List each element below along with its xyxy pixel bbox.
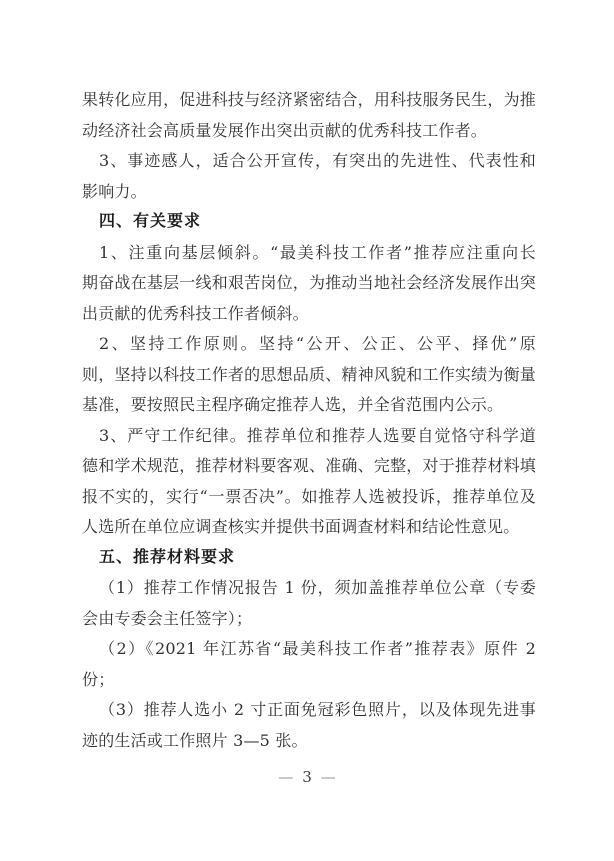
document-line: 出贡献的优秀科技工作者倾斜。 — [82, 303, 309, 323]
document-line: 会由专委会主任签字）； — [82, 608, 253, 628]
document-body — [82, 85, 536, 756]
document-line: 3、严守工作纪律。推荐单位和推荐人选要自觉恪守科学道 — [99, 425, 536, 445]
document-line: （1）推荐工作情况报告 1 份，须加盖推荐单位公章（专委 — [99, 578, 536, 597]
document-line: 影响力。 — [82, 181, 147, 201]
document-line: 动经济社会高质量发展作出突出贡献的优秀科技工作者。 — [82, 120, 488, 140]
section-heading: 五、推荐材料要求 — [99, 548, 236, 566]
document-line: 基准，要按照民主程序确定推荐人选，并全省范围内公示。 — [82, 395, 504, 414]
document-line: 份； — [82, 669, 115, 689]
document-line: 1、注重向基层倾斜。“最美科技工作者”推荐应注重向长 — [99, 242, 536, 262]
document-line: 3、事迹感人，适合公开宣传，有突出的先进性、代表性和 — [99, 151, 536, 170]
document-line: 迹的生活或工作照片 3—5 张。 — [82, 730, 308, 750]
document-line: （2）《2021 年江苏省“最美科技工作者”推荐表》原件 2 — [99, 639, 536, 658]
document-line: 人选所在单位应调查核实并提供书面调查材料和结论性意见。 — [82, 517, 520, 536]
document-line: 则，坚持以科技工作者的思想品质、精神风貌和工作实绩为衡量 — [82, 364, 536, 384]
document-line: （3）推荐人选小 2 寸正面免冠彩色照片，以及体现先进事 — [99, 700, 536, 719]
page-number-right-dash: — — [320, 768, 336, 786]
document-line: 德和学术规范，推荐材料要客观、准确、完整，对于推荐材料填 — [82, 456, 536, 475]
document-line: 果转化应用，促进科技与经济紧密结合，用科技服务民生，为推 — [82, 90, 536, 109]
page-number-left-dash: — — [278, 768, 294, 786]
document-line: 2、坚持工作原则。坚持“公开、公正、公平、择优”原 — [99, 334, 536, 353]
page-number-value: 3 — [302, 768, 312, 786]
document-line: 期奋战在基层一线和艰苦岗位，为推动当地社会经济发展作出突 — [82, 273, 536, 292]
section-heading: 四、有关要求 — [99, 213, 202, 230]
page-number — [0, 766, 614, 788]
document-line: 报不实的，实行“一票否决”。如推荐人选被投诉，推荐单位及 — [82, 486, 536, 506]
